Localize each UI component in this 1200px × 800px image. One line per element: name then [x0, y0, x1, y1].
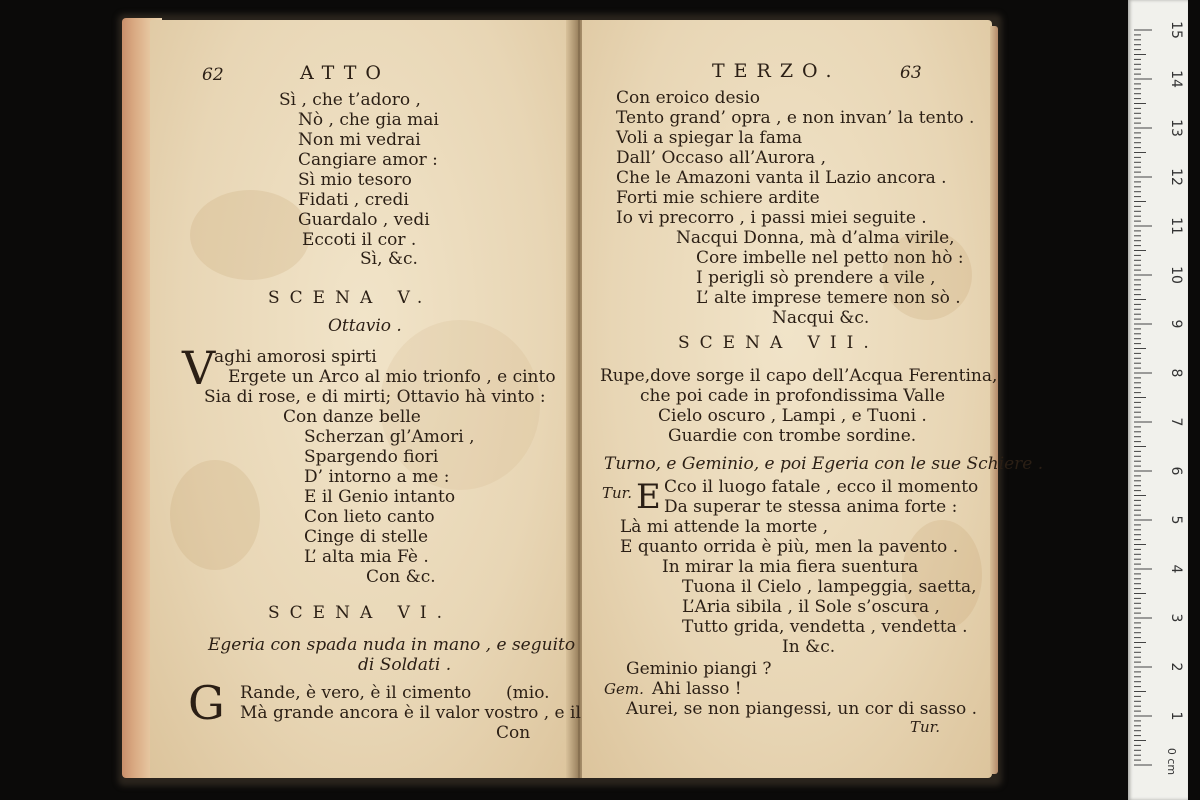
stage-setting: Guardie con trombe sordine.: [668, 426, 917, 446]
verse-line: Voli a spiegar la fama: [616, 128, 803, 148]
page-header-right: TERZO.: [712, 60, 841, 82]
aria-line: Sì , che t’adoro ,: [279, 90, 421, 110]
verse-line: Mà grande ancora è il valor vostro , e il: [240, 703, 581, 723]
verse-line: aghi amorosi spirti: [214, 347, 377, 367]
right-page-edge: [990, 26, 998, 774]
verse-line: Che le Amazoni vanta il Lazio ancora .: [616, 168, 947, 188]
verse-line: Ahi lasso !: [652, 679, 742, 699]
drop-cap: G: [188, 676, 225, 730]
verse-line: Scherzan gl’Amori ,: [304, 427, 475, 447]
verse-line: Cco il luogo fatale , ecco il momento: [664, 477, 979, 497]
ruler-number: 1: [1168, 711, 1184, 721]
verse-line: Io vi precorro , i passi miei seguite .: [616, 208, 927, 228]
drop-cap: E: [636, 477, 661, 517]
aria-line: Cangiare amor :: [298, 150, 438, 170]
ruler-number: 2: [1168, 662, 1184, 672]
aria-end: Nacqui &c.: [772, 308, 870, 328]
verse-line: Aurei, se non piangessi, un cor di sasso .: [626, 699, 978, 719]
verse-line: L’ alta mia Fè .: [304, 547, 429, 567]
ruler-number: 10: [1168, 266, 1184, 284]
stage-direction: di Soldati .: [358, 655, 452, 675]
ruler-number: 9: [1168, 319, 1184, 329]
verse-line: In mirar la mia fiera suentura: [662, 557, 919, 577]
verse-overflow: (mio.: [506, 683, 550, 703]
verse-line: Con danze belle: [283, 407, 421, 427]
verse-line: Tento grand’ opra , e non invan’ la tento .: [616, 108, 975, 128]
scene-title: SCENA VII.: [678, 333, 879, 353]
ruler-number: 8: [1168, 368, 1184, 378]
speaker-label: Tur.: [602, 484, 632, 502]
verse-line: Spargendo fiori: [304, 447, 439, 467]
stage-setting: Cielo oscuro , Lampi , e Tuoni .: [658, 406, 927, 426]
scene-title: SCENA V.: [268, 288, 433, 308]
verse-line: E il Genio intanto: [304, 487, 456, 507]
verse-line: Tuona il Cielo , lampeggia, saetta,: [682, 577, 977, 597]
verse-end: In &c.: [782, 637, 836, 657]
verse-end: Con &c.: [366, 567, 436, 587]
catchword: Tur.: [910, 718, 940, 736]
ruler-number: 15: [1168, 21, 1184, 39]
stage-direction: Egeria con spada nuda in mano , e seguito: [208, 635, 576, 655]
scene-characters: Turno, e Geminio, e poi Egeria con le sue Schiere .: [604, 454, 1044, 474]
aria-line: Eccoti il cor .: [302, 230, 417, 250]
ruler-number: 6: [1168, 466, 1184, 476]
aria-end: Sì, &c.: [360, 249, 418, 269]
verse-line: Da superar te stessa anima forte :: [664, 497, 958, 517]
stage-setting: Rupe,dove sorge il capo dell’Acqua Ferentina,: [600, 366, 998, 386]
ruler-number: 13: [1168, 119, 1184, 137]
aria-line: Sì mio tesoro: [298, 170, 412, 190]
verse-line: Con eroico desio: [616, 88, 760, 108]
verse-line: L’Aria sibila , il Sole s’oscura ,: [682, 597, 940, 617]
ruler-number: 12: [1168, 168, 1184, 186]
scene-title: SCENA VI.: [268, 603, 453, 623]
aria-line: Nò , che gia mai: [298, 110, 439, 130]
ruler-number: 11: [1168, 217, 1184, 235]
ruler-unit: 0 cm: [1165, 747, 1179, 776]
scene-character: Ottavio .: [328, 316, 402, 336]
ruler-number: 14: [1168, 70, 1184, 88]
aria-line: L’ alte imprese temere non sò .: [696, 288, 961, 308]
ruler-number: 4: [1168, 564, 1184, 574]
aria-line: Fidati , credi: [298, 190, 409, 210]
verse-line: Tutto grida, vendetta , vendetta .: [682, 617, 968, 637]
verse-line: Rande, è vero, è il cimento: [240, 683, 472, 703]
verse-line: Ergete un Arco al mio trionfo , e cinto: [228, 367, 556, 387]
aria-line: Nacqui Donna, mà d’alma virile,: [676, 228, 955, 248]
speaker-label: Gem.: [604, 680, 644, 698]
aria-line: Core imbelle nel petto non hò :: [696, 248, 964, 268]
verse-line: E quanto orrida è più, men la pavento .: [620, 537, 959, 557]
ruler-number: 5: [1168, 515, 1184, 525]
stage-setting: che poi cade in profondissima Valle: [640, 386, 946, 406]
verse-line: Sia di rose, e di mirti; Ottavio hà vinto :: [204, 387, 546, 407]
ruler-number: 7: [1168, 417, 1184, 427]
verse-line: Forti mie schiere ardite: [616, 188, 820, 208]
verse-line: D’ intorno a me :: [304, 467, 450, 487]
verse-line: Là mi attende la morte ,: [620, 517, 829, 537]
aria-line: Non mi vedrai: [298, 130, 421, 150]
drop-cap: V: [182, 341, 216, 395]
aria-line: Guardalo , vedi: [298, 210, 430, 230]
page-header-left: ATTO: [300, 62, 390, 84]
verse-line: Cinge di stelle: [304, 527, 429, 547]
catchword: Con: [496, 723, 531, 743]
verse-line: Geminio piangi ?: [626, 659, 772, 679]
ruler-number: 3: [1168, 613, 1184, 623]
page-number-left: 62: [202, 65, 224, 85]
page-number-right: 63: [900, 63, 922, 83]
verse-line: Con lieto canto: [304, 507, 435, 527]
verse-line: Dall’ Occaso all’Aurora ,: [616, 148, 826, 168]
aria-line: I perigli sò prendere a vile ,: [696, 268, 936, 288]
